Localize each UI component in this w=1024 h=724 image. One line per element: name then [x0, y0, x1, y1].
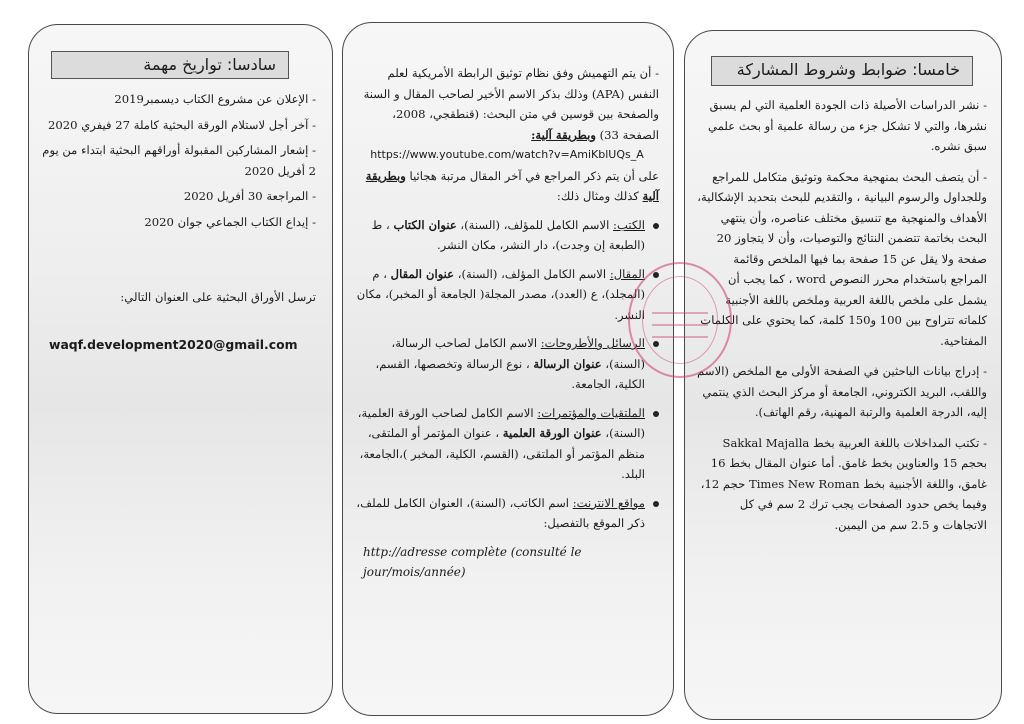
reference-text: الاسم الكامل لصاحب الرسالة، (السنة)، — [391, 336, 645, 371]
website-example: http://adresse complète (consulté le jour/mois/année) — [363, 544, 582, 579]
rule-paragraph: - أن يتصف البحث بمنهجية محكمة وتوثيق متكامل للمراجع وللجداول والرسوم البيانية ، والتقديم للبحث بتحديد الإشكالية، الأهداف والمنهجية مع تنسيق مختلف عناصره، وأن ينتهي البحث بخاتمة تتضمن النتائج والتوصيات، وأن لا يتجاوز 20 صفحة ولا يقل عن 15 صفحة بما فيها الملخص وقائمة المراجع باستخدام محرر النصوص word ، كما يجب أن يشمل على ملخص باللغة العربية وملخص باللغة الأجنبية كلماته تتراوح بين 100 و150 كلمة، كما يحتوي على الكلمات المفتاحية. — [697, 169, 987, 348]
citation-body — [355, 63, 659, 582]
official-stamp-icon — [628, 262, 732, 378]
reference-item-theses — [355, 333, 659, 395]
reference-label: الرسائل والأطروحات: — [540, 336, 645, 350]
reference-item-websites — [355, 493, 659, 534]
dates-list — [39, 89, 316, 237]
reference-tail: ، ط (الطبعة إن وجدت)، دار النشر، مكان النشر. — [371, 217, 645, 252]
citation-intro — [355, 63, 659, 145]
reference-text: الاسم الكامل للمؤلف، (السنة)، — [456, 217, 610, 232]
panel-important-dates — [28, 24, 333, 714]
references-intro-text: على أن يتم ذكر المراجع في آخر المقال مرتبة هجائيا — [409, 168, 659, 183]
contact-email[interactable]: waqf.development2020@gmail.com — [49, 337, 298, 352]
reference-item-article — [355, 264, 659, 326]
citation-intro-link-label: وبطريقة آلية: — [531, 127, 596, 142]
reference-label: مواقع الانترنت: — [572, 495, 645, 510]
youtube-link[interactable]: https://www.youtube.com/watch?v=AmiKblUQs_A — [370, 148, 644, 161]
references-intro-bold: وبطريقة آلية — [365, 168, 659, 203]
references-intro-end: كذلك ومثال ذلك: — [556, 189, 639, 203]
panel-participation-rules — [684, 30, 1002, 720]
reference-bold: عنوان الورقة العلمية — [502, 426, 602, 440]
reference-bold: عنوان الكتاب — [393, 217, 457, 232]
reference-tail: ، م (المجلد)، ع (العدد)، مصدر المجلة( الجامعة أو المخبر)، مكان النشر. — [356, 266, 645, 322]
reference-text: الاسم الكامل المؤلف، (السنة)، — [454, 266, 607, 281]
date-item: - آخر أجل لاستلام الورقة البحثية كاملة 27 فيفري 2020 — [48, 117, 316, 132]
reference-item-conferences — [355, 403, 659, 485]
date-item: - الإعلان عن مشروع الكتاب ديسمبر2019 — [114, 92, 316, 106]
submission-note: ترسل الأوراق البحثية على العنوان التالي: — [120, 290, 316, 304]
reference-tail: ، نوع الرسالة وتخصصها، القسم، الكلية، الجامعة. — [375, 356, 645, 391]
reference-text: اسم الكاتب، (السنة)، العنوان الكامل للملف، ذكر الموقع بالتفصيل: — [356, 495, 645, 530]
reference-label: الكتب: — [613, 217, 645, 232]
reference-label: الملتقيات والمؤتمرات: — [537, 405, 645, 420]
reference-item-books — [355, 215, 659, 256]
panel-citation-rules — [342, 22, 674, 716]
rule-paragraph: - تكتب المداخلات باللغة العربية بخط Sakkal Majalla بحجم 15 والعناوين بخط غامق. أما عنوان المقال بخط 16 غامق، واللغة الأجنبية بخط Times New Roman حجم 12، وفيما يخص حدود الصفحات يجب ترك 2 سم في كل الاتجاهات و 2.5 سم من اليمين. — [700, 435, 987, 532]
section-title-dates: سادسا: تواريخ مهمة — [51, 51, 289, 79]
rules-body — [697, 95, 987, 545]
citation-intro-text: - أن يتم التهميش وفق نظام توثيق الرابطة الأمريكية لعلم النفس (APA) وذلك بذكر الاسم الأخير لصاحب المقال و السنة والصفحة بين قوسين في متن البحث: (قنطقجي، 2008، الصفحة 33) — [363, 66, 659, 142]
reference-types-list — [355, 215, 659, 534]
references-intro — [355, 166, 659, 207]
reference-tail: ، عنوان المؤتمر أو الملتقى، منظم المؤتمر أو الملتقى، (القسم، الكلية، المخبر )،الجامعة، البلد. — [359, 426, 645, 481]
date-item: - المراجعة 30 أفريل 2020 — [183, 189, 316, 203]
reference-bold: عنوان المقال — [390, 266, 455, 281]
date-item: - إشعار المشاركين المقبولة أوراقهم البحثية ابتداء من يوم 2 أفريل 2020 — [42, 143, 316, 178]
rule-paragraph: - نشر الدراسات الأصيلة ذات الجودة العلمية التي لم يسبق نشرها، والتي لا تشكل جزء من رسالة علمية أو بحث علمي سبق نشره. — [708, 98, 987, 153]
section-title-rules: خامسا: ضوابط وشروط المشاركة — [711, 56, 973, 86]
reference-text: الاسم الكامل لصاحب الورقة العلمية، (السنة)، — [357, 405, 645, 440]
reference-bold: عنوان الرسالة — [533, 356, 602, 371]
reference-label: المقال: — [609, 266, 645, 281]
rule-paragraph: - إدراج بيانات الباحثين في الصفحة الأولى مع الملخص (الاسم واللقب، البريد الكتروني، الجامعة أو مركز البحث الذي ينتمي إليه، الدرجة العلمية والرتبة المهنية، رقم الهاتف). — [697, 364, 987, 419]
date-item: - إيداع الكتاب الجماعي جوان 2020 — [144, 214, 316, 229]
